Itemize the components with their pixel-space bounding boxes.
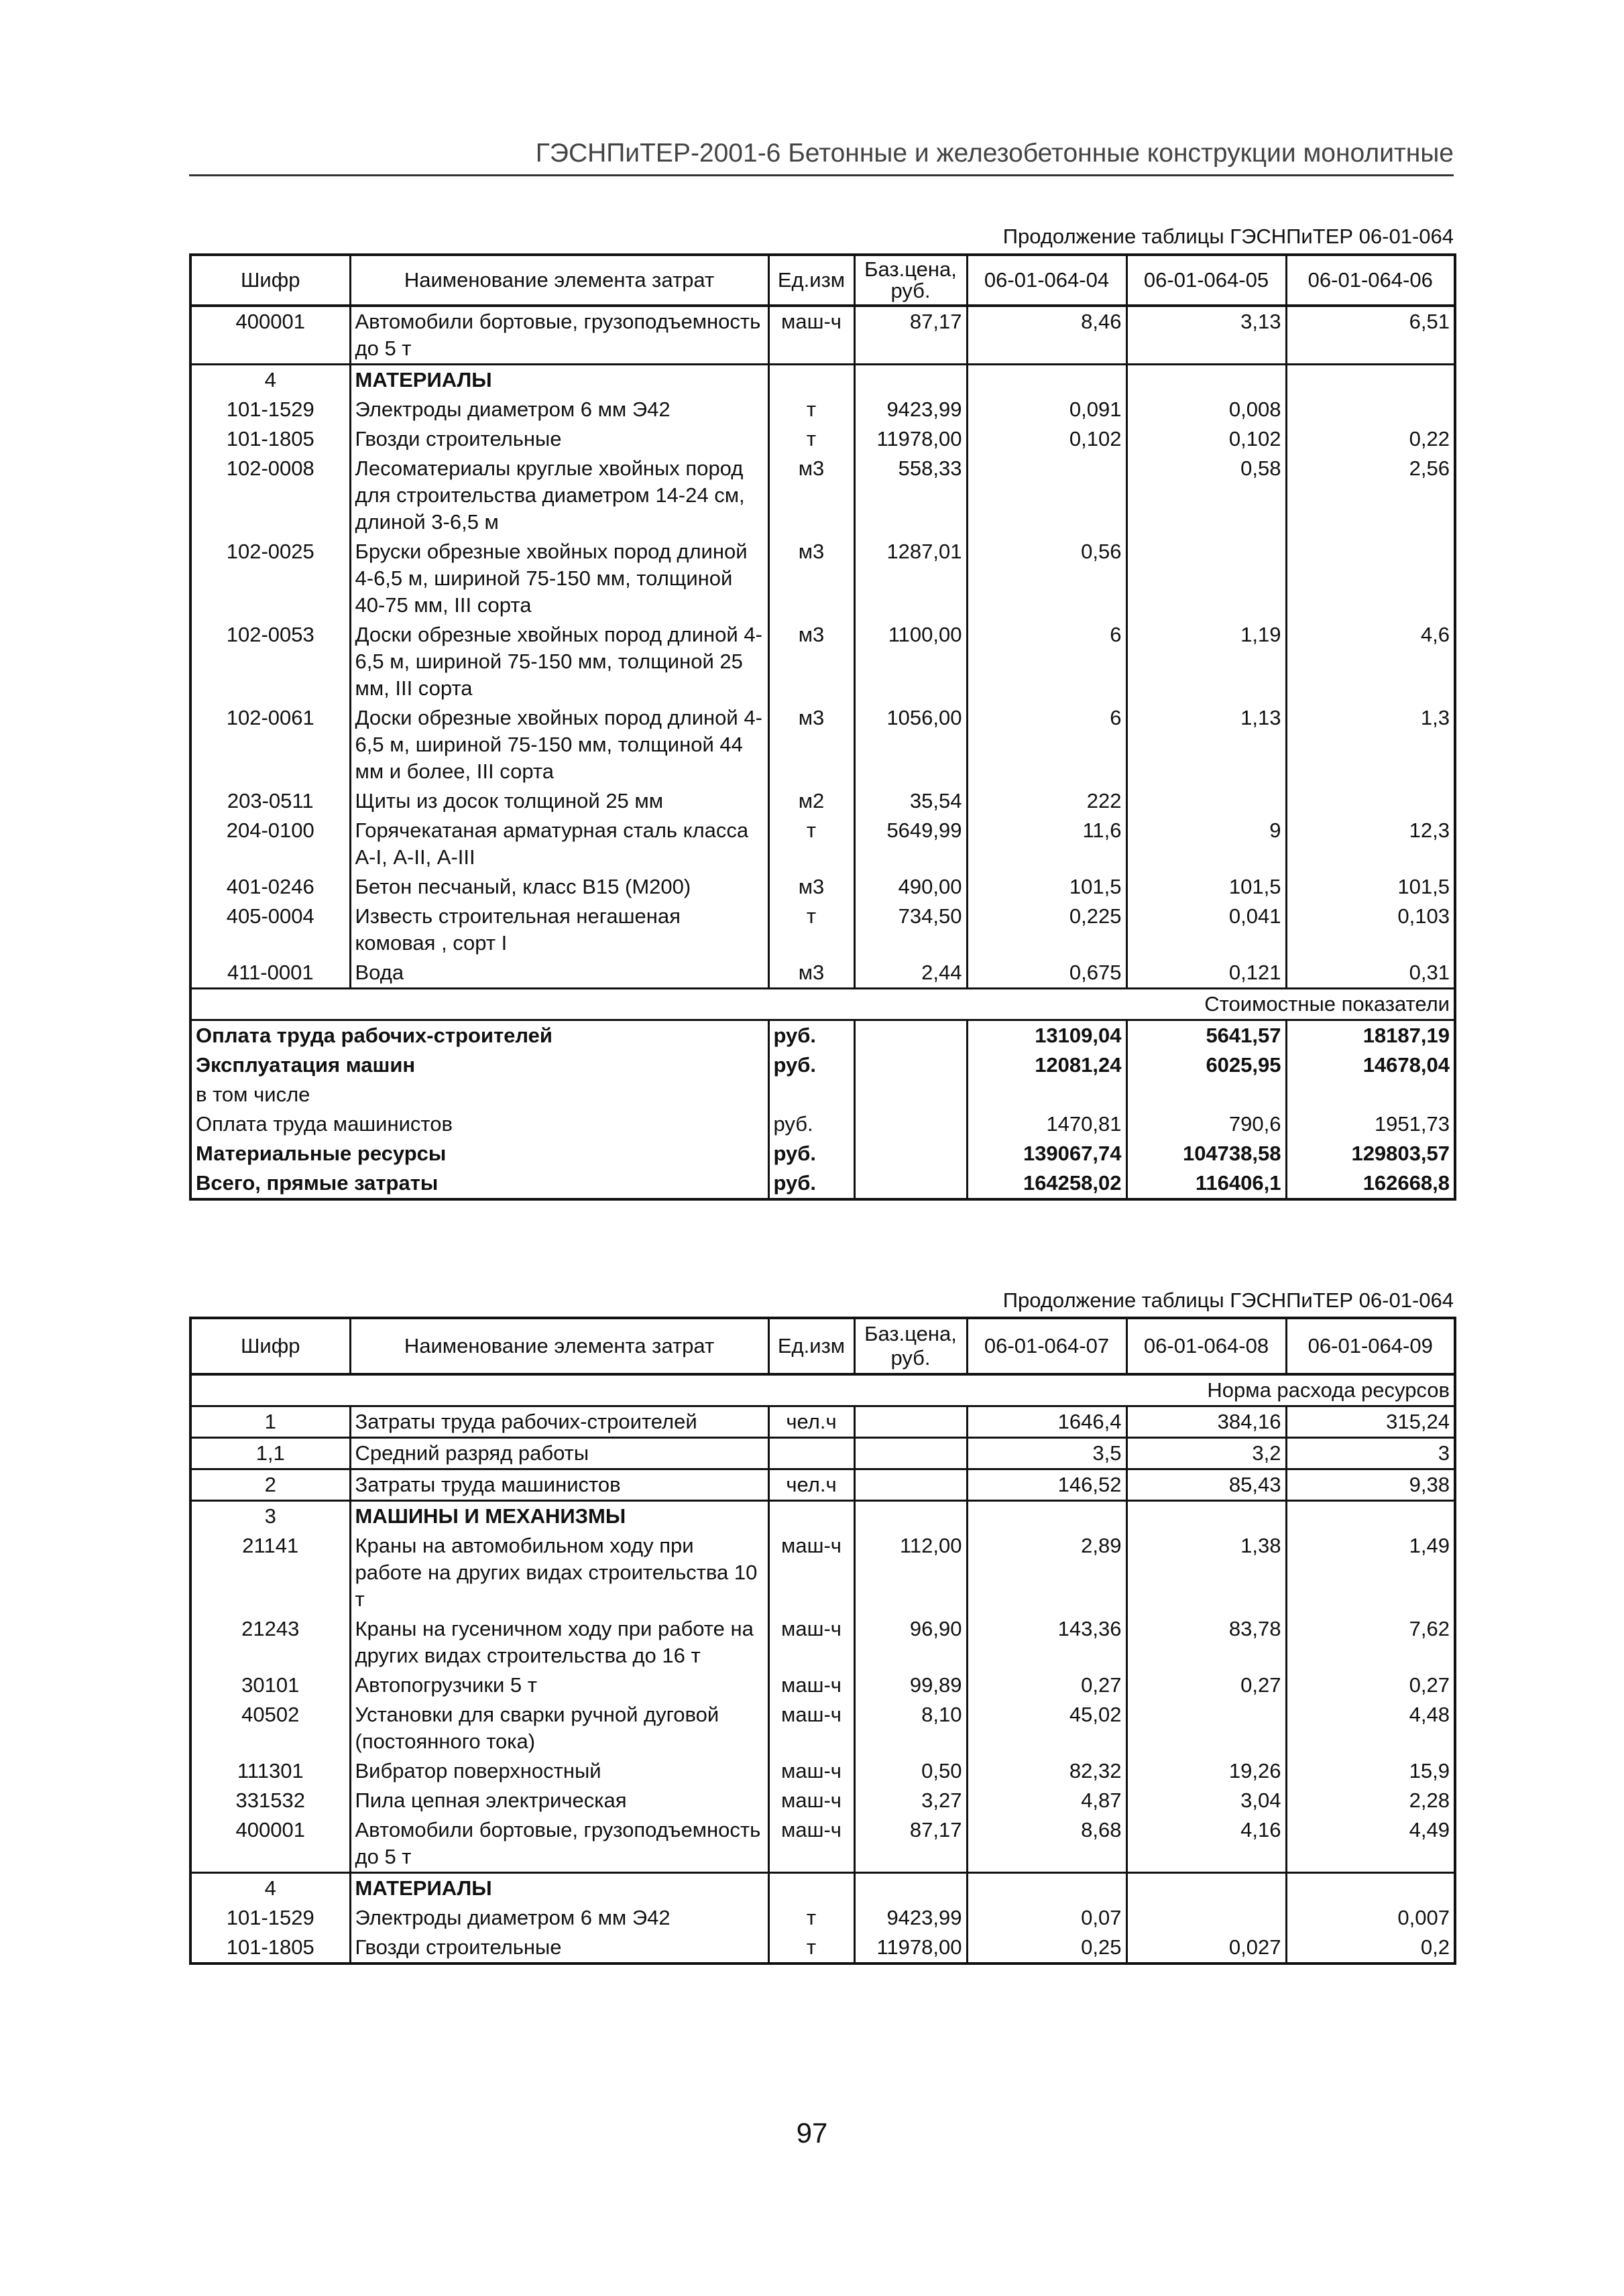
cell-code: 4 — [190, 365, 350, 396]
cell-value: 1,3 — [1286, 703, 1455, 786]
cell-code: 111301 — [190, 1756, 350, 1786]
cell-value: 19,26 — [1126, 1756, 1286, 1786]
cell-value: 45,02 — [967, 1700, 1126, 1756]
cell-value: 0,675 — [967, 958, 1126, 989]
summary-value: 104738,58 — [1126, 1139, 1286, 1168]
col-header-name: Наименование элемента затрат — [350, 1318, 768, 1374]
summary-label: Оплата труда машинистов — [190, 1109, 768, 1139]
cell-price: 96,90 — [854, 1614, 967, 1671]
cell-value: 2,89 — [967, 1531, 1126, 1614]
cell-value — [1126, 786, 1286, 816]
cell-value: 0,31 — [1286, 958, 1455, 989]
summary-blank — [854, 1020, 967, 1051]
table-row — [190, 454, 1455, 537]
table-row — [190, 537, 1455, 620]
cell-name: Лесоматериалы круглые хвойных пород для строительства диаметром 14-24 см, длиной 3-6,5 м — [350, 454, 768, 537]
cell-unit: маш-ч — [768, 1531, 854, 1614]
cell-price: 99,89 — [854, 1671, 967, 1700]
cell-unit: маш-ч — [768, 1671, 854, 1700]
summary-unit: руб. — [768, 1050, 854, 1080]
cell-value: 1,49 — [1286, 1531, 1455, 1614]
cell-unit: маш-ч — [768, 306, 854, 365]
cell-code: 2 — [190, 1469, 350, 1501]
summary-row — [190, 1168, 1455, 1199]
cell-code: 4 — [190, 1873, 350, 1904]
cell-value: 0,225 — [967, 902, 1126, 958]
summary-row — [190, 1139, 1455, 1168]
cell-price: 112,00 — [854, 1531, 967, 1614]
cell-unit: маш-ч — [768, 1700, 854, 1756]
cell-name: Затраты труда машинистов — [350, 1469, 768, 1501]
summary-label: Материальные ресурсы — [190, 1139, 768, 1168]
cell-value: 101,5 — [1286, 872, 1455, 902]
summary-value: 162668,8 — [1286, 1168, 1455, 1199]
cell-value: 1,13 — [1126, 703, 1286, 786]
cell-code: 30101 — [190, 1671, 350, 1700]
cell-value: 7,62 — [1286, 1614, 1455, 1671]
table-row — [190, 1531, 1455, 1614]
cell-unit: маш-ч — [768, 1614, 854, 1671]
cell-code: 400001 — [190, 306, 350, 365]
col-header-code: Шифр — [190, 255, 350, 306]
cell-code: 101-1529 — [190, 395, 350, 424]
table-row — [190, 306, 1455, 365]
cell-price: 9423,99 — [854, 395, 967, 424]
cell-value: 0,102 — [1126, 424, 1286, 454]
cell-price — [854, 1501, 967, 1532]
cell-value: 0,27 — [967, 1671, 1126, 1700]
cell-value — [967, 365, 1126, 396]
cell-value: 85,43 — [1126, 1469, 1286, 1501]
summary-blank — [854, 1168, 967, 1199]
cell-value — [967, 1873, 1126, 1904]
cell-price: 734,50 — [854, 902, 967, 958]
table-row — [190, 1786, 1455, 1815]
cell-unit: м3 — [768, 537, 854, 620]
cell-value: 83,78 — [1126, 1614, 1286, 1671]
summary-row — [190, 1020, 1455, 1051]
table-row — [190, 1438, 1455, 1469]
cell-unit: маш-ч — [768, 1815, 854, 1873]
cell-unit: м3 — [768, 454, 854, 537]
cell-code: 102-0025 — [190, 537, 350, 620]
cell-value — [967, 1501, 1126, 1532]
cell-unit: м3 — [768, 958, 854, 989]
table-2 — [189, 1317, 1456, 1965]
col-header-name: Наименование элемента затрат — [350, 255, 768, 306]
table-row — [190, 1903, 1455, 1933]
cell-code: 400001 — [190, 1815, 350, 1873]
cell-value: 82,32 — [967, 1756, 1126, 1786]
cell-price: 1056,00 — [854, 703, 967, 786]
cell-unit — [768, 365, 854, 396]
cell-value: 4,49 — [1286, 1815, 1455, 1873]
cell-value: 6 — [967, 620, 1126, 703]
table-row — [190, 395, 1455, 424]
cell-code: 1,1 — [190, 1438, 350, 1469]
cell-name: Средний разряд работы — [350, 1438, 768, 1469]
cell-value: 4,87 — [967, 1786, 1126, 1815]
col-header-v1: 06-01-064-07 — [967, 1318, 1126, 1374]
summary-row — [190, 1080, 1455, 1109]
cell-value: 101,5 — [1126, 872, 1286, 902]
cell-value: 3,2 — [1126, 1438, 1286, 1469]
summary-value: 12081,24 — [967, 1050, 1126, 1080]
cell-value — [1126, 1873, 1286, 1904]
cell-name: Установки для сварки ручной дуговой (постоянного тока) — [350, 1700, 768, 1756]
cell-value: 384,16 — [1126, 1406, 1286, 1438]
table-row — [190, 872, 1455, 902]
col-header-price: Баз.цена, руб. — [854, 255, 967, 306]
summary-value: 139067,74 — [967, 1139, 1126, 1168]
cell-price: 0,50 — [854, 1756, 967, 1786]
page-header — [189, 133, 1454, 176]
table-row — [190, 902, 1455, 958]
cell-code: 405-0004 — [190, 902, 350, 958]
summary-value: 1470,81 — [967, 1109, 1126, 1139]
col-header-price: Баз.цена, руб. — [854, 1318, 967, 1374]
cell-unit: чел.ч — [768, 1406, 854, 1438]
cell-value: 3 — [1286, 1438, 1455, 1469]
cell-value: 4,16 — [1126, 1815, 1286, 1873]
cell-unit: т — [768, 902, 854, 958]
summary-row — [190, 1109, 1455, 1139]
summary-row — [190, 1050, 1455, 1080]
summary-value: 1951,73 — [1286, 1109, 1455, 1139]
cell-unit: т — [768, 816, 854, 872]
summary-blank — [854, 1109, 967, 1139]
cell-code: 101-1805 — [190, 424, 350, 454]
table1-band-row — [190, 989, 1455, 1020]
cell-name: Вибратор поверхностный — [350, 1756, 768, 1786]
summary-value: 164258,02 — [967, 1168, 1126, 1199]
cell-code: 1 — [190, 1406, 350, 1438]
cell-unit: м3 — [768, 872, 854, 902]
cell-name: Вода — [350, 958, 768, 989]
table-row — [190, 365, 1455, 396]
table-row — [190, 1406, 1455, 1438]
cell-name: Автомобили бортовые, грузоподъемность до 5 т — [350, 1815, 768, 1873]
cell-unit: т — [768, 1933, 854, 1963]
cell-name: Доски обрезные хвойных пород длиной 4-6,5 м, шириной 75-150 мм, толщиной 44 мм и более, III сорта — [350, 703, 768, 786]
cell-price: 2,44 — [854, 958, 967, 989]
cell-code: 101-1529 — [190, 1903, 350, 1933]
table-row — [190, 703, 1455, 786]
table1-caption: Продолжение таблицы ГЭСНПиТЕР 06-01-064 — [1002, 225, 1454, 248]
cell-code: 102-0053 — [190, 620, 350, 703]
table-row — [190, 1873, 1455, 1904]
summary-value: 5641,57 — [1126, 1020, 1286, 1051]
cell-code: 101-1805 — [190, 1933, 350, 1963]
cell-value: 12,3 — [1286, 816, 1455, 872]
cell-value: 0,027 — [1126, 1933, 1286, 1963]
cell-value: 1646,4 — [967, 1406, 1126, 1438]
cell-code: 203-0511 — [190, 786, 350, 816]
table-row — [190, 1933, 1455, 1963]
cell-name: Известь строительная негашеная комовая , сорт I — [350, 902, 768, 958]
summary-unit: руб. — [768, 1139, 854, 1168]
table-row — [190, 1469, 1455, 1501]
cell-price — [854, 1873, 967, 1904]
summary-label: Всего, прямые затраты — [190, 1168, 768, 1199]
summary-label: Эксплуатация машин — [190, 1050, 768, 1080]
cell-value — [967, 454, 1126, 537]
cell-name: Бруски обрезные хвойных пород длиной 4-6,5 м, шириной 75-150 мм, толщиной 40-75 мм, III сорта — [350, 537, 768, 620]
cell-unit: м3 — [768, 703, 854, 786]
cell-code: 21141 — [190, 1531, 350, 1614]
summary-value: 6025,95 — [1126, 1050, 1286, 1080]
cell-code: 3 — [190, 1501, 350, 1532]
col-header-v3: 06-01-064-06 — [1286, 255, 1455, 306]
cell-value: 9 — [1126, 816, 1286, 872]
cell-value: 146,52 — [967, 1469, 1126, 1501]
summary-value: 790,6 — [1126, 1109, 1286, 1139]
cell-name: МАШИНЫ И МЕХАНИЗМЫ — [350, 1501, 768, 1532]
table-row — [190, 1815, 1455, 1873]
cell-price: 35,54 — [854, 786, 967, 816]
cell-name: Затраты труда рабочих-строителей — [350, 1406, 768, 1438]
cell-code: 40502 — [190, 1700, 350, 1756]
summary-value: 129803,57 — [1286, 1139, 1455, 1168]
cell-value: 6,51 — [1286, 306, 1455, 365]
cell-unit: м2 — [768, 786, 854, 816]
table2-caption: Продолжение таблицы ГЭСНПиТЕР 06-01-064 — [1002, 1288, 1454, 1312]
cell-unit: т — [768, 1903, 854, 1933]
cell-value — [1126, 1501, 1286, 1532]
table-row — [190, 1614, 1455, 1671]
cell-unit: т — [768, 424, 854, 454]
cell-name: Электроды диаметром 6 мм Э42 — [350, 395, 768, 424]
table1-header-row — [190, 255, 1455, 306]
cell-unit: м3 — [768, 620, 854, 703]
summary-label: в том числе — [190, 1080, 768, 1109]
cell-value: 2,28 — [1286, 1786, 1455, 1815]
cell-value: 4,6 — [1286, 620, 1455, 703]
summary-blank — [854, 1080, 967, 1109]
cell-name: Гвозди строительные — [350, 1933, 768, 1963]
cell-price — [854, 1438, 967, 1469]
table-row — [190, 786, 1455, 816]
cell-value: 3,5 — [967, 1438, 1126, 1469]
table-row — [190, 424, 1455, 454]
cell-value — [1286, 395, 1455, 424]
cell-code: 102-0008 — [190, 454, 350, 537]
cell-code: 204-0100 — [190, 816, 350, 872]
summary-unit: руб. — [768, 1168, 854, 1199]
table-row — [190, 620, 1455, 703]
cell-value: 9,38 — [1286, 1469, 1455, 1501]
cell-value: 0,27 — [1126, 1671, 1286, 1700]
cell-code: 331532 — [190, 1786, 350, 1815]
cell-value: 1,38 — [1126, 1531, 1286, 1614]
summary-unit: руб. — [768, 1109, 854, 1139]
cell-unit: т — [768, 395, 854, 424]
cell-price: 1287,01 — [854, 537, 967, 620]
cell-price — [854, 1406, 967, 1438]
cell-unit — [768, 1438, 854, 1469]
cell-name: Пила цепная электрическая — [350, 1786, 768, 1815]
col-header-code: Шифр — [190, 1318, 350, 1374]
col-header-v3: 06-01-064-09 — [1286, 1318, 1455, 1374]
table-row — [190, 1501, 1455, 1532]
cell-value: 101,5 — [967, 872, 1126, 902]
cell-value: 0,102 — [967, 424, 1126, 454]
cell-value: 2,56 — [1286, 454, 1455, 537]
cell-price: 490,00 — [854, 872, 967, 902]
cell-value: 315,24 — [1286, 1406, 1455, 1438]
cell-value: 0,27 — [1286, 1671, 1455, 1700]
cell-value — [1286, 786, 1455, 816]
cell-name: МАТЕРИАЛЫ — [350, 365, 768, 396]
cell-unit: маш-ч — [768, 1786, 854, 1815]
cell-price: 87,17 — [854, 306, 967, 365]
cell-code: 411-0001 — [190, 958, 350, 989]
cell-name: Краны на гусеничном ходу при работе на других видах строительства до 16 т — [350, 1614, 768, 1671]
cell-value: 3,13 — [1126, 306, 1286, 365]
table-row — [190, 1756, 1455, 1786]
cell-name: Краны на автомобильном ходу при работе на других видах строительства 10 т — [350, 1531, 768, 1614]
cell-value: 0,091 — [967, 395, 1126, 424]
cell-price: 1100,00 — [854, 620, 967, 703]
cell-value: 143,36 — [967, 1614, 1126, 1671]
col-header-v2: 06-01-064-05 — [1126, 255, 1286, 306]
summary-value — [1126, 1080, 1286, 1109]
table-1 — [189, 253, 1456, 1201]
summary-value — [1286, 1080, 1455, 1109]
col-header-unit: Ед.изм — [768, 255, 854, 306]
summary-label: Оплата труда рабочих-строителей — [190, 1020, 768, 1051]
summary-unit — [768, 1080, 854, 1109]
cell-name: Электроды диаметром 6 мм Э42 — [350, 1903, 768, 1933]
cell-value: 3,04 — [1126, 1786, 1286, 1815]
cell-price: 558,33 — [854, 454, 967, 537]
cell-name: Щиты из досок толщиной 25 мм — [350, 786, 768, 816]
cell-name: Горячекатаная арматурная сталь класса А-I, А-II, А-III — [350, 816, 768, 872]
summary-unit: руб. — [768, 1020, 854, 1051]
cell-value: 0,103 — [1286, 902, 1455, 958]
summary-blank — [854, 1050, 967, 1080]
cell-name: Бетон песчаный, класс В15 (М200) — [350, 872, 768, 902]
cell-value: 0,58 — [1126, 454, 1286, 537]
cell-price — [854, 1469, 967, 1501]
cell-value — [1286, 1873, 1455, 1904]
cell-code: 401-0246 — [190, 872, 350, 902]
cell-value: 4,48 — [1286, 1700, 1455, 1756]
cell-value: 222 — [967, 786, 1126, 816]
summary-value — [967, 1080, 1126, 1109]
cell-name: МАТЕРИАЛЫ — [350, 1873, 768, 1904]
cell-name: Автомобили бортовые, грузоподъемность до 5 т — [350, 306, 768, 365]
summary-value: 116406,1 — [1126, 1168, 1286, 1199]
cell-price: 5649,99 — [854, 816, 967, 872]
cell-value: 6 — [967, 703, 1126, 786]
cell-value: 0,2 — [1286, 1933, 1455, 1963]
cell-value: 0,008 — [1126, 395, 1286, 424]
cell-value: 0,041 — [1126, 902, 1286, 958]
cell-value: 0,121 — [1126, 958, 1286, 989]
cell-price: 11978,00 — [854, 424, 967, 454]
table-row — [190, 816, 1455, 872]
cell-value: 1,19 — [1126, 620, 1286, 703]
summary-value: 14678,04 — [1286, 1050, 1455, 1080]
table-row — [190, 958, 1455, 989]
summary-blank — [854, 1139, 967, 1168]
cell-value: 0,25 — [967, 1933, 1126, 1963]
summary-value: 18187,19 — [1286, 1020, 1455, 1051]
cell-value: 15,9 — [1286, 1756, 1455, 1786]
cell-price: 11978,00 — [854, 1933, 967, 1963]
cell-value — [1126, 365, 1286, 396]
cell-value: 0,07 — [967, 1903, 1126, 1933]
cell-unit — [768, 1501, 854, 1532]
cell-value: 11,6 — [967, 816, 1126, 872]
cell-code: 21243 — [190, 1614, 350, 1671]
cell-value — [1126, 1700, 1286, 1756]
band-label: Стоимостные показатели — [190, 989, 1455, 1020]
table-row — [190, 1700, 1455, 1756]
cell-name: Автопогрузчики 5 т — [350, 1671, 768, 1700]
table-row — [190, 1671, 1455, 1700]
cell-value — [1126, 537, 1286, 620]
band-label: Норма расхода ресурсов — [190, 1374, 1455, 1406]
cell-unit: маш-ч — [768, 1756, 854, 1786]
cell-value: 8,68 — [967, 1815, 1126, 1873]
col-header-unit: Ед.изм — [768, 1318, 854, 1374]
cell-name: Гвозди строительные — [350, 424, 768, 454]
cell-price: 3,27 — [854, 1786, 967, 1815]
page-number: 97 — [796, 2117, 828, 2149]
cell-value — [1286, 537, 1455, 620]
cell-value — [1286, 1501, 1455, 1532]
cell-name: Доски обрезные хвойных пород длиной 4-6,5 м, шириной 75-150 мм, толщиной 25 мм, III сорта — [350, 620, 768, 703]
summary-value: 13109,04 — [967, 1020, 1126, 1051]
col-header-v2: 06-01-064-08 — [1126, 1318, 1286, 1374]
cell-value: 0,22 — [1286, 424, 1455, 454]
table2-band-row — [190, 1374, 1455, 1406]
document-title: ГЭСНПиТЕР-2001-6 Бетонные и железобетонные конструкции монолитные — [535, 139, 1454, 168]
cell-price: 87,17 — [854, 1815, 967, 1873]
cell-price — [854, 365, 967, 396]
cell-value — [1286, 365, 1455, 396]
cell-value: 0,007 — [1286, 1903, 1455, 1933]
cell-price: 9423,99 — [854, 1903, 967, 1933]
cell-unit: чел.ч — [768, 1469, 854, 1501]
table2-header-row — [190, 1318, 1455, 1374]
cell-value: 0,56 — [967, 537, 1126, 620]
cell-value: 8,46 — [967, 306, 1126, 365]
cell-price: 8,10 — [854, 1700, 967, 1756]
cell-unit — [768, 1873, 854, 1904]
cell-value — [1126, 1903, 1286, 1933]
col-header-v1: 06-01-064-04 — [967, 255, 1126, 306]
cell-code: 102-0061 — [190, 703, 350, 786]
